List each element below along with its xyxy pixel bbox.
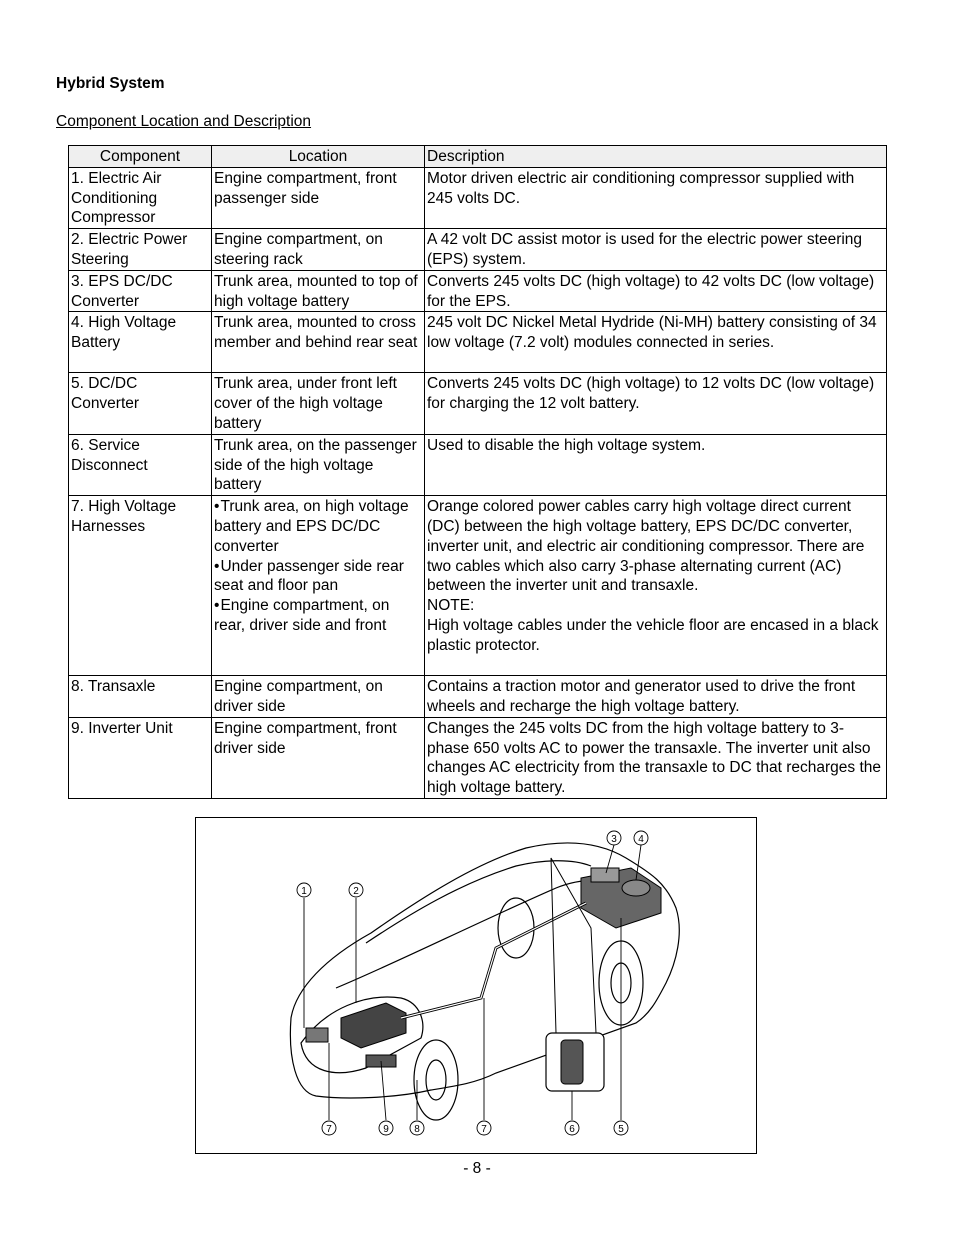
callout-label-2: 2 [353, 886, 359, 897]
header-component: Component [69, 146, 212, 168]
cell-description [425, 496, 887, 676]
table-row [69, 496, 887, 676]
air-conditioning-compressor [306, 1028, 328, 1042]
cell-description: Converts 245 volts DC (high voltage) to 12 volts DC (low voltage) for charging the 12 volt battery. [425, 373, 887, 434]
location-list-item: • Under passenger side rear seat and floor pan [214, 557, 422, 597]
callout-label-7b: 7 [481, 1124, 487, 1135]
table-row [69, 373, 887, 434]
cell-location: Engine compartment, front driver side [212, 717, 425, 798]
note-text: High voltage cables under the vehicle floor are encased in a black plastic protector. [427, 616, 879, 654]
cell-location: Engine compartment, on driver side [212, 676, 425, 718]
cell-component: 9. Inverter Unit [69, 717, 212, 798]
table-row [69, 676, 887, 718]
header-location: Location [212, 146, 425, 168]
cell-location: Trunk area, on the passenger side of the high voltage battery [212, 434, 425, 495]
section-heading: Hybrid System [56, 75, 165, 92]
component-table [68, 145, 887, 799]
cell-location: Engine compartment, front passenger side [212, 167, 425, 228]
cell-description: Used to disable the high voltage system. [425, 434, 887, 495]
callout-label-9: 9 [383, 1124, 389, 1135]
cell-component: 6. Service Disconnect [69, 434, 212, 495]
description-text: Orange colored power cables carry high voltage direct current (DC) between the high voltage battery, EPS DC/DC converter, inverter unit, and electric air conditioning compressor. There are two cables which also carry 3-phase alternating current (AC) between the inverter unit and transaxle. [427, 498, 865, 595]
cell-location [212, 496, 425, 676]
cell-component: 1. Electric Air Conditioning Compressor [69, 167, 212, 228]
section-subheading: Component Location and Description [56, 113, 312, 130]
table-row [69, 434, 887, 495]
vehicle-component-diagram [195, 817, 757, 1154]
table-row [69, 167, 887, 228]
location-list-item: • Trunk area, on high voltage battery and EPS DC/DC converter [214, 497, 422, 556]
callout-label-5: 5 [618, 1124, 624, 1135]
cell-description: 245 volt DC Nickel Metal Hydride (Ni-MH) battery consisting of 34 low voltage (7.2 volt) modules connected in series. [425, 312, 887, 373]
car-belt-line [336, 880, 616, 988]
table-row [69, 270, 887, 312]
cell-location: Trunk area, mounted to cross member and behind rear seat [212, 312, 425, 373]
service-disconnect-plug [561, 1040, 583, 1084]
car-window-line [366, 861, 591, 943]
callout-label-3: 3 [611, 834, 617, 845]
location-list [214, 497, 422, 636]
callout-label-7a: 7 [326, 1124, 332, 1135]
callout-label-8: 8 [414, 1124, 420, 1135]
table-row [69, 312, 887, 373]
eps-dc-dc-converter [591, 868, 619, 882]
cell-description: Changes the 245 volts DC from the high voltage battery to 3-phase 650 volts AC to power the transaxle. The inverter unit also changes AC electricity from the transaxle to DC that recharges the high voltage battery. [425, 717, 887, 798]
callout-label-1: 1 [301, 886, 307, 897]
cell-location: Trunk area, mounted to top of high voltage battery [212, 270, 425, 312]
car-illustration [196, 818, 756, 1153]
cell-component: 2. Electric Power Steering [69, 229, 212, 271]
cell-component: 8. Transaxle [69, 676, 212, 718]
table-row [69, 717, 887, 798]
inverter-unit [341, 1003, 406, 1048]
front-wheel-hub [426, 1060, 446, 1100]
high-voltage-harness [401, 903, 586, 1018]
cell-description: A 42 volt DC assist motor is used for the electric power steering (EPS) system. [425, 229, 887, 271]
cell-component: 5. DC/DC Converter [69, 373, 212, 434]
front-wheel [414, 1040, 458, 1120]
battery-top [622, 880, 650, 896]
cell-location: Engine compartment, on steering rack [212, 229, 425, 271]
table-row [69, 229, 887, 271]
leader-line-9 [381, 1061, 386, 1120]
cell-component: 7. High Voltage Harnesses [69, 496, 212, 676]
callout-label-6: 6 [569, 1124, 575, 1135]
page-number: - 8 - [463, 1160, 491, 1177]
cell-component: 4. High Voltage Battery [69, 312, 212, 373]
location-list-item: • Engine compartment, on rear, driver side and front [214, 596, 422, 636]
far-wheel [498, 898, 534, 958]
header-description: Description [425, 146, 887, 168]
cell-location: Trunk area, under front left cover of the high voltage battery [212, 373, 425, 434]
note-label: NOTE: [427, 597, 475, 615]
cell-description: Motor driven electric air conditioning compressor supplied with 245 volts DC. [425, 167, 887, 228]
cell-description: Converts 245 volts DC (high voltage) to 42 volts DC (low voltage) for the EPS. [425, 270, 887, 312]
cell-description: Contains a traction motor and generator used to drive the front wheels and recharge the high voltage battery. [425, 676, 887, 718]
callout-label-4: 4 [638, 834, 644, 845]
cell-component: 3. EPS DC/DC Converter [69, 270, 212, 312]
table-header-row [69, 146, 887, 168]
